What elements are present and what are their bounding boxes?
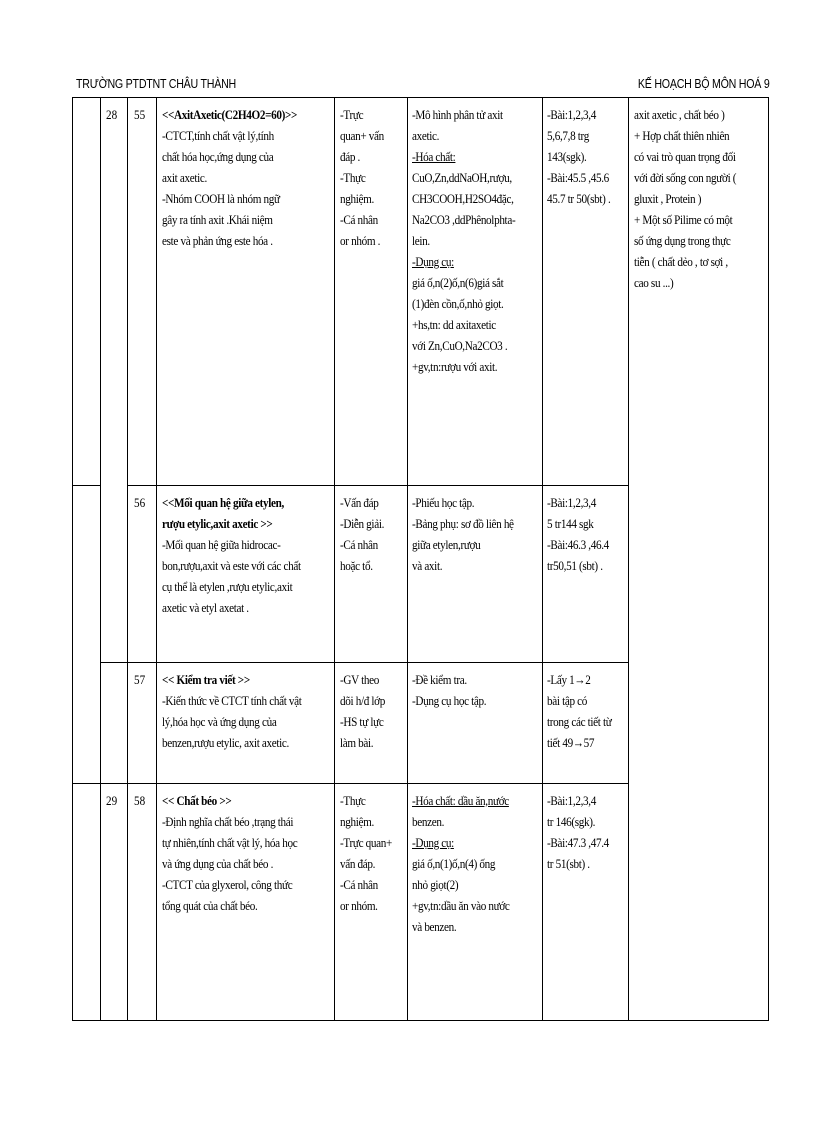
- plan-title: KẾ HOẠCH BỘ MÔN HOÁ 9: [638, 76, 770, 91]
- content-line: -Nhóm COOH là nhóm ngữ: [162, 191, 280, 206]
- material-line: giá ố,n(1)ố,n(4) ống: [412, 856, 496, 871]
- exercise-line: bài tập có: [547, 693, 588, 708]
- exercise-line: 143(sgk).: [547, 149, 587, 164]
- lesson-title: << Chất béo >>: [162, 793, 232, 808]
- row-line: [100, 662, 628, 663]
- table-bottom-border: [72, 1020, 769, 1021]
- exercise-line: -Lấy 1→2: [547, 672, 591, 687]
- material-line: (1)đèn cồn,ố,nhỏ giọt.: [412, 296, 504, 311]
- col-divider-materials: [407, 97, 408, 1020]
- exercise-line: 45.7 tr 50(sbt) .: [547, 191, 611, 206]
- method-line: -GV theo: [340, 672, 379, 687]
- lesson-number: 56: [134, 495, 146, 510]
- content-line: cụ thể là etylen ,rượu etylic,axit: [162, 579, 293, 594]
- lesson-content: [162, 492, 332, 618]
- notes: [634, 104, 766, 293]
- lesson-title: <<Mối quan hệ giữa etylen,: [162, 495, 285, 510]
- exercise-line: tr 146(sgk).: [547, 814, 596, 829]
- row-line: [72, 485, 100, 486]
- col-divider-week: [100, 97, 101, 1020]
- material-line: -Mô hình phân tử axit: [412, 107, 503, 122]
- content-line: tổng quát của chất béo.: [162, 898, 258, 913]
- exercises: [547, 104, 627, 209]
- method-line: hoặc tổ.: [340, 558, 373, 573]
- exercises: [547, 492, 627, 576]
- note-line: với đời sống con người (: [634, 170, 737, 185]
- lesson-number: 57: [134, 672, 146, 687]
- method-line: dõi h/đ lớp: [340, 693, 385, 708]
- teaching-method: [340, 669, 406, 753]
- material-line: giá ố,n(2)ố,n(6)giá sắt: [412, 275, 504, 290]
- content-line: bon,rượu,axit và este với các chất: [162, 558, 301, 573]
- material-line: -Bảng phụ: sơ đồ liên hệ: [412, 516, 514, 531]
- exercises: [547, 669, 627, 753]
- teaching-materials: [412, 669, 540, 711]
- note-line: axit axetic , chất béo ): [634, 107, 725, 122]
- page-header: [76, 76, 770, 96]
- content-line: -Mối quan hệ giữa hidrocac-: [162, 537, 281, 552]
- exercises: [547, 790, 627, 874]
- exercise-line: tr 51(sbt) .: [547, 856, 590, 871]
- method-line: -Vấn đáp: [340, 495, 379, 510]
- material-line: axetic.: [412, 128, 440, 143]
- exercise-line: 5 tr144 sgk: [547, 516, 594, 531]
- method-line: -Cá nhân: [340, 877, 378, 892]
- material-line: nhỏ giọt(2): [412, 877, 459, 892]
- note-line: + Một số Pilime có một: [634, 212, 733, 227]
- lesson-title: <<AxitAxetic(C2H4O2=60)>>: [162, 107, 298, 122]
- exercise-line: -Bài:1,2,3,4: [547, 495, 596, 510]
- teaching-materials: [412, 492, 540, 576]
- material-line: +hs,tn: dd axitaxetic: [412, 317, 496, 332]
- exercise-line: 5,6,7,8 trg: [547, 128, 589, 143]
- material-heading: -Dụng cụ:: [412, 835, 454, 850]
- material-heading: -Hóa chất: dầu ăn,nước: [412, 793, 509, 808]
- method-line: -Trực quan+: [340, 835, 392, 850]
- teaching-method: [340, 790, 406, 916]
- content-line: -CTCT,tính chất vật lý,tính: [162, 128, 274, 143]
- method-line: -Trực: [340, 107, 364, 122]
- note-line: gluxit , Protein ): [634, 191, 702, 206]
- method-line: nghiệm.: [340, 814, 374, 829]
- lesson-content: [162, 104, 332, 251]
- lesson-content: [162, 669, 332, 753]
- teaching-method: [340, 104, 406, 251]
- week-number: 28: [106, 107, 118, 122]
- row-line: [72, 783, 628, 784]
- note-line: có vai trò quan trọng đối: [634, 149, 736, 164]
- material-line: -Đề kiểm tra.: [412, 672, 467, 687]
- method-line: nghiệm.: [340, 191, 374, 206]
- content-line: axit axetic.: [162, 170, 207, 185]
- lesson-title: << Kiểm tra viết >>: [162, 672, 250, 687]
- content-line: gây ra tính axit .Khái niệm: [162, 212, 273, 227]
- teaching-method: [340, 492, 406, 576]
- method-line: -Thực: [340, 170, 366, 185]
- method-line: -Cá nhân: [340, 537, 378, 552]
- content-line: chất hóa học,ứng dụng của: [162, 149, 274, 164]
- method-line: or nhóm.: [340, 898, 378, 913]
- material-line: -Dụng cụ học tập.: [412, 693, 487, 708]
- school-name: TRƯỜNG PTDTNT CHÂU THÀNH: [76, 76, 237, 91]
- content-line: -Định nghĩa chất béo ,trạng thái: [162, 814, 294, 829]
- exercise-line: -Bài:45.5 ,45.6: [547, 170, 609, 185]
- table-top-border: [72, 97, 769, 98]
- week-number: 29: [106, 793, 118, 808]
- content-line: este và phản ứng este hóa .: [162, 233, 273, 248]
- col-divider-method: [334, 97, 335, 1020]
- exercise-line: tiết 49→57: [547, 735, 595, 750]
- content-line: -CTCT của glyxerol, công thức: [162, 877, 293, 892]
- material-line: và benzen.: [412, 919, 457, 934]
- content-line: -Kiến thức về CTCT tính chất vật: [162, 693, 302, 708]
- table-border-left: [72, 97, 73, 1020]
- material-heading: -Dụng cụ:: [412, 254, 454, 269]
- note-line: cao su ...): [634, 275, 674, 290]
- content-line: benzen,rượu etylic, axit axetic.: [162, 735, 289, 750]
- note-line: tiễn ( chất dẻo , tơ sợi ,: [634, 254, 728, 269]
- lesson-title: rượu etylic,axit axetic >>: [162, 516, 273, 531]
- content-line: lý,hóa học và ứng dụng của: [162, 714, 277, 729]
- material-line: lein.: [412, 233, 430, 248]
- material-line: và axit.: [412, 558, 443, 573]
- exercise-line: -Bài:1,2,3,4: [547, 107, 596, 122]
- content-line: và ứng dụng của chất béo .: [162, 856, 274, 871]
- material-line: -Phiếu học tập.: [412, 495, 475, 510]
- material-line: Na2CO3 ,ddPhênolphta-: [412, 212, 516, 227]
- content-line: axetic và etyl axetat .: [162, 600, 249, 615]
- material-line: với Zn,CuO,Na2CO3 .: [412, 338, 508, 353]
- col-divider-content: [156, 97, 157, 1020]
- material-line: giữa etylen,rượu: [412, 537, 481, 552]
- lesson-number: 58: [134, 793, 146, 808]
- col-divider-notes: [628, 97, 629, 1020]
- method-line: làm bài.: [340, 735, 374, 750]
- material-heading: -Hóa chất:: [412, 149, 456, 164]
- table-border-right: [768, 97, 769, 1020]
- lesson-number: 55: [134, 107, 146, 122]
- material-line: CH3COOH,H2SO4đặc,: [412, 191, 514, 206]
- material-line: +gv,tn:rượu với axit.: [412, 359, 498, 374]
- method-line: vấn đáp.: [340, 856, 376, 871]
- method-line: -Thực: [340, 793, 366, 808]
- content-line: tự nhiên,tính chất vật lý, hóa học: [162, 835, 298, 850]
- method-line: đáp .: [340, 149, 361, 164]
- method-line: -HS tự lực: [340, 714, 384, 729]
- teaching-materials: [412, 790, 540, 937]
- method-line: or nhóm .: [340, 233, 381, 248]
- col-divider-lesson: [127, 97, 128, 1020]
- teaching-materials: [412, 104, 540, 377]
- material-line: +gv,tn:dầu ăn vào nước: [412, 898, 510, 913]
- exercise-line: -Bài:46.3 ,46.4: [547, 537, 609, 552]
- col-divider-exercises: [542, 97, 543, 1020]
- exercise-line: tr50,51 (sbt) .: [547, 558, 603, 573]
- material-line: benzen.: [412, 814, 445, 829]
- method-line: -Diễn giải.: [340, 516, 385, 531]
- row-line: [127, 485, 628, 486]
- method-line: quan+ vấn: [340, 128, 384, 143]
- method-line: -Cá nhân: [340, 212, 378, 227]
- note-line: số ứng dụng trong thực: [634, 233, 731, 248]
- exercise-line: -Bài:1,2,3,4: [547, 793, 596, 808]
- exercise-line: trong các tiết từ: [547, 714, 612, 729]
- exercise-line: -Bài:47.3 ,47.4: [547, 835, 609, 850]
- material-line: CuO,Zn,ddNaOH,rượu,: [412, 170, 512, 185]
- lesson-content: [162, 790, 332, 916]
- note-line: + Hợp chất thiên nhiên: [634, 128, 730, 143]
